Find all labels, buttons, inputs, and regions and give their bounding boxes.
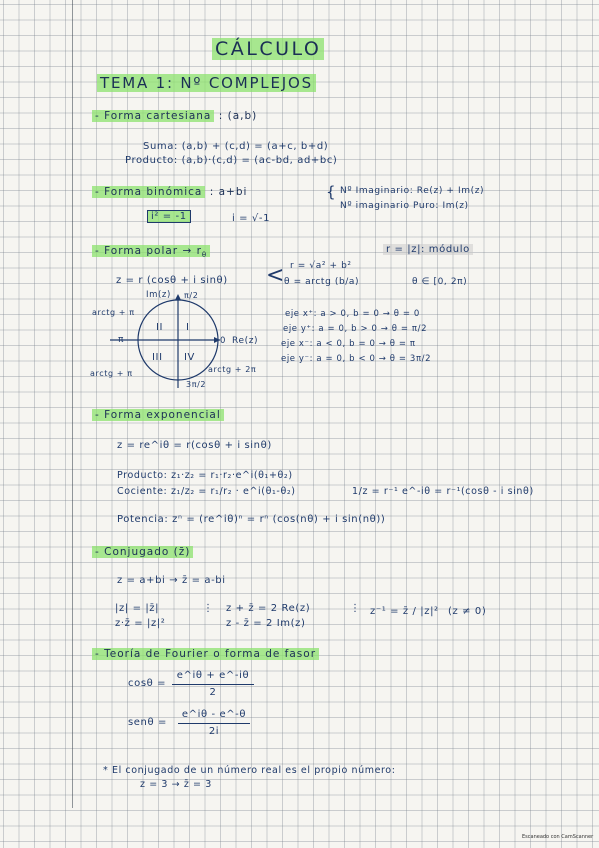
exponencial-producto: Producto: z₁·z₂ = r₁·r₂·e^i(θ₁+θ₂) [117, 470, 293, 481]
modulo-note: r = |z|: módulo [383, 244, 473, 255]
separator-1: ⋮ [203, 603, 214, 614]
conjugado-prop-1: |z| = |z̄| [115, 603, 160, 614]
brace: { [326, 183, 337, 201]
conjugado-prop-4: z - z̄ = 2 Im(z) [226, 618, 306, 629]
axis-rule-2: eje y⁺: a = 0, b > 0 → θ = π/2 [283, 324, 428, 334]
exponencial-heading: - Forma exponencial [92, 409, 224, 421]
imag-axis-arrow [175, 294, 181, 300]
sen-numerator: e^iθ - e^-θ [181, 709, 247, 720]
exponencial-inverso: 1/z = r⁻¹ e^-iθ = r⁻¹(cosθ - i sinθ) [352, 486, 534, 497]
diagram-bottom-angle: 3π/2 [186, 380, 207, 389]
note-line-2: z = 3 → z̄ = 3 [140, 779, 212, 790]
axis-rule-3: eje x⁻: a < 0, b = 0 → θ = π [281, 339, 416, 349]
less-than-brace: < [266, 263, 286, 288]
conjugado-inverso-note: (z ≠ 0) [448, 606, 487, 617]
cartesiana-suma: Suma: (a,b) + (c,d) = (a+c, b+d) [143, 141, 329, 152]
conjugado-prop-2: z·z̄ = |z|² [115, 618, 166, 629]
sen-fraction-bar [178, 723, 250, 724]
quadrant-II: II [156, 322, 164, 333]
quadrant-I: I [186, 322, 190, 333]
quadrant-III: III [152, 352, 163, 363]
exponencial-def: z = re^iθ = r(cosθ + i sinθ) [117, 440, 272, 451]
margin-line [72, 0, 73, 808]
arctg-top-left: arctg + π [92, 308, 135, 317]
re-label: Re(z) [232, 336, 259, 346]
axis-rule-4: eje y⁻: a = 0, b < 0 → θ = 3π/2 [281, 354, 432, 364]
separator-2: ⋮ [350, 603, 361, 614]
sen-lhs: senθ = [128, 717, 167, 728]
binomica-heading: - Forma binómica : a+bi [92, 186, 247, 198]
theta-range: θ ∈ [0, 2π) [412, 277, 468, 287]
diagram-pi: π [118, 335, 125, 345]
note-line-1: * El conjugado de un número real es el propio número: [103, 765, 396, 776]
theta-definition: θ = arctg (b/a) [284, 277, 360, 287]
conjugado-def: z = a+bi → z̄ = a-bi [117, 575, 226, 586]
axis-rule-1: eje x⁺: a > 0, b = 0 → θ = 0 [285, 309, 420, 319]
exponencial-cociente: Cociente: z₁/z₂ = r₁/r₂ · e^i(θ₁-θ₂) [117, 486, 296, 497]
arctg-bottom-right: arctg + 2π [208, 365, 257, 374]
i-squared: i² = -1 [147, 211, 191, 222]
i-root: i = √-1 [232, 213, 271, 224]
scanner-watermark: Escaneado con CamScanner [522, 834, 594, 840]
quadrant-IV: IV [184, 352, 195, 363]
cos-numerator: e^iθ + e^-iθ [176, 670, 250, 681]
conjugado-prop-3: z + z̄ = 2 Re(z) [226, 603, 311, 614]
diagram-zero: 0 [220, 336, 227, 346]
arctg-bottom-left: arctg + π [90, 369, 133, 378]
polar-formula: z = r (cosθ + i sinθ) [116, 275, 228, 286]
cos-denominator: 2 [209, 687, 217, 698]
imaginario-label: Nº Imaginario: Re(z) + Im(z) [340, 186, 485, 196]
cos-lhs: cosθ = [128, 678, 167, 689]
conjugado-inverso: z⁻¹ = z̄ / |z|² [370, 606, 439, 617]
cos-fraction-bar [172, 684, 254, 685]
polar-heading: - Forma polar → $r_\theta$ [92, 245, 210, 259]
im-label: Im(z) [146, 290, 171, 300]
cartesiana-producto: Producto: (a,b)·(c,d) = (ac-bd, ad+bc) [125, 155, 338, 166]
exponencial-potencia: Potencia: zⁿ = (re^iθ)ⁿ = rⁿ (cos(nθ) + i sin(nθ)) [117, 514, 386, 525]
cartesiana-heading: - Forma cartesiana : (a,b) [92, 110, 257, 122]
imaginario-puro-label: Nº imaginario Puro: Im(z) [340, 201, 469, 211]
diagram-top-angle: π/2 [184, 291, 199, 300]
page-title: CÁLCULO [212, 38, 324, 60]
tema-heading: TEMA 1: Nº COMPLEJOS [97, 74, 316, 92]
r-definition: r = √a² + b² [290, 261, 352, 271]
fourier-heading: - Teoría de Fourier o forma de fasor [92, 648, 319, 660]
conjugado-heading: - Conjugado (z̄) [92, 546, 193, 558]
sen-denominator: 2i [208, 726, 220, 737]
